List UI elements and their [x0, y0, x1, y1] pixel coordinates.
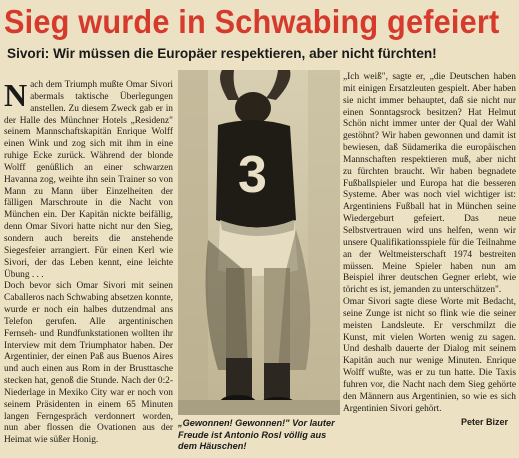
author-byline: Peter Bizer: [460, 417, 508, 428]
football-player-photo: [178, 70, 340, 415]
headline: Sieg wurde in Schwabing gefeiert: [4, 3, 500, 40]
jersey-number: 3: [238, 146, 267, 204]
closing-paragraph: Omar Sivori sagte diese Worte mit Bedacht, seine Zunge ist nicht so flink wie die seiner meisten Landsleute. Er verschmilzt die Kunst, mit vielen Worten wenig zu sagen. Und deshalb dauerte der Dialog mit seinem Kapitän auch nur wenige Minuten. Enrique Wolff wußte, was er zu tun hatte. Die Taxis fuhren vor, die Nacht nach dem Sieg gehörte den Männern aus Argentinien, so wie es sich Argentinien Sivori gehört.: [343, 297, 516, 414]
paragraph-1: [4, 77, 173, 281]
photo-illustration: [178, 70, 340, 415]
article-column-right: [343, 72, 516, 457]
drop-cap: N: [4, 77, 28, 113]
quote-paragraph: „Ich weiß", sagte er, „die Deutschen haben mit einigen Ersatzleuten gespielt. Aber haben sie nicht immer behauptet, daß sie nicht nur einen Sonntagsrock besitzen? Hat Helmut Schön nicht immer unter der Qual der Wahl gestöhnt? Wir haben gewonnen und damit ist bewiesen, daß Südamerika die europäischen Mannschaften respektieren muß, aber nicht zu fürchten braucht. Wir haben begnadete Fußballspieler und Europa hat die besseren Systeme. Aber was noch viel wichtiger ist: Argentiniens Fußball hat in München seine Wiedergeburt gefeiert. Das neue Selbstvertrauen wird uns helfen, wenn wir unsere Qualifikationsspiele für die Teilnahme an der Weltmeisterschaft 1974 bestreiten müssen. Meine Spieler haben nun am Beispiel ihrer deutschen Gegner erlebt, wie töricht es ist, jemanden zu unterschätzen".: [343, 72, 516, 296]
paragraph-2: Doch bevor sich Omar Sivori mit seinen Caballeros nach Schwabing absetzen konnte, wurde er noch ein halbes dutzendmal ans Telefon gerufen. Alle argentinischen Fernseh- und Rundfunkstationen wollten ihr Interview mit dem Triumphator haben. Der Argentinier, der einen Paß aus Buenos Aires und auch einen aus Rom in der Brusttasche stecken hat, genoß die Stunde. Nach der 0:2-Niederlage in Mexiko City war er noch von seinem Präsidenten in einem 65 Minuten langen Ferngespräch verdonnert worden, nun aber flossen die Ovationen aus der Heimat wie süßer Honig.: [4, 281, 173, 446]
photo-caption: „Gewonnen! Gewonnen!" Vor lauter Freude ist Antonio Rosl völlig aus dem Häuschen!: [178, 418, 335, 451]
subheadline: Sivori: Wir müssen die Europäer respektieren, aber nicht fürchten!: [7, 46, 437, 61]
paragraph-1-text: ach dem Triumph mußte Omar Sivori abermals taktische Überlegungen anstellen. Zu diesem Zweck gab er in der Halle des Münchner Hotels „Residenz" seinem Mannschaftskapitän Enrique Wolff einen Wink und zog sich mit ihm in eine ruhige Ecke zurück. Während der blonde Wolff genüßlich an einer schwarzen Havanna zog, weihte ihn sein Trainer so von Mann zu Mann über Einzelheiten der fälligen Marschroute in die Nacht von München ein. Der Kapitän nickte beifällig, denn Omar Sivori hatte nicht nur den Sieg, sondern auch bereits die anstehende Siegesfeier arrangiert. Für einen Kerl wie Sivori, der das Leben kennt, eine leichte Übung . . .: [4, 80, 173, 280]
article-column-left: [4, 77, 173, 454]
